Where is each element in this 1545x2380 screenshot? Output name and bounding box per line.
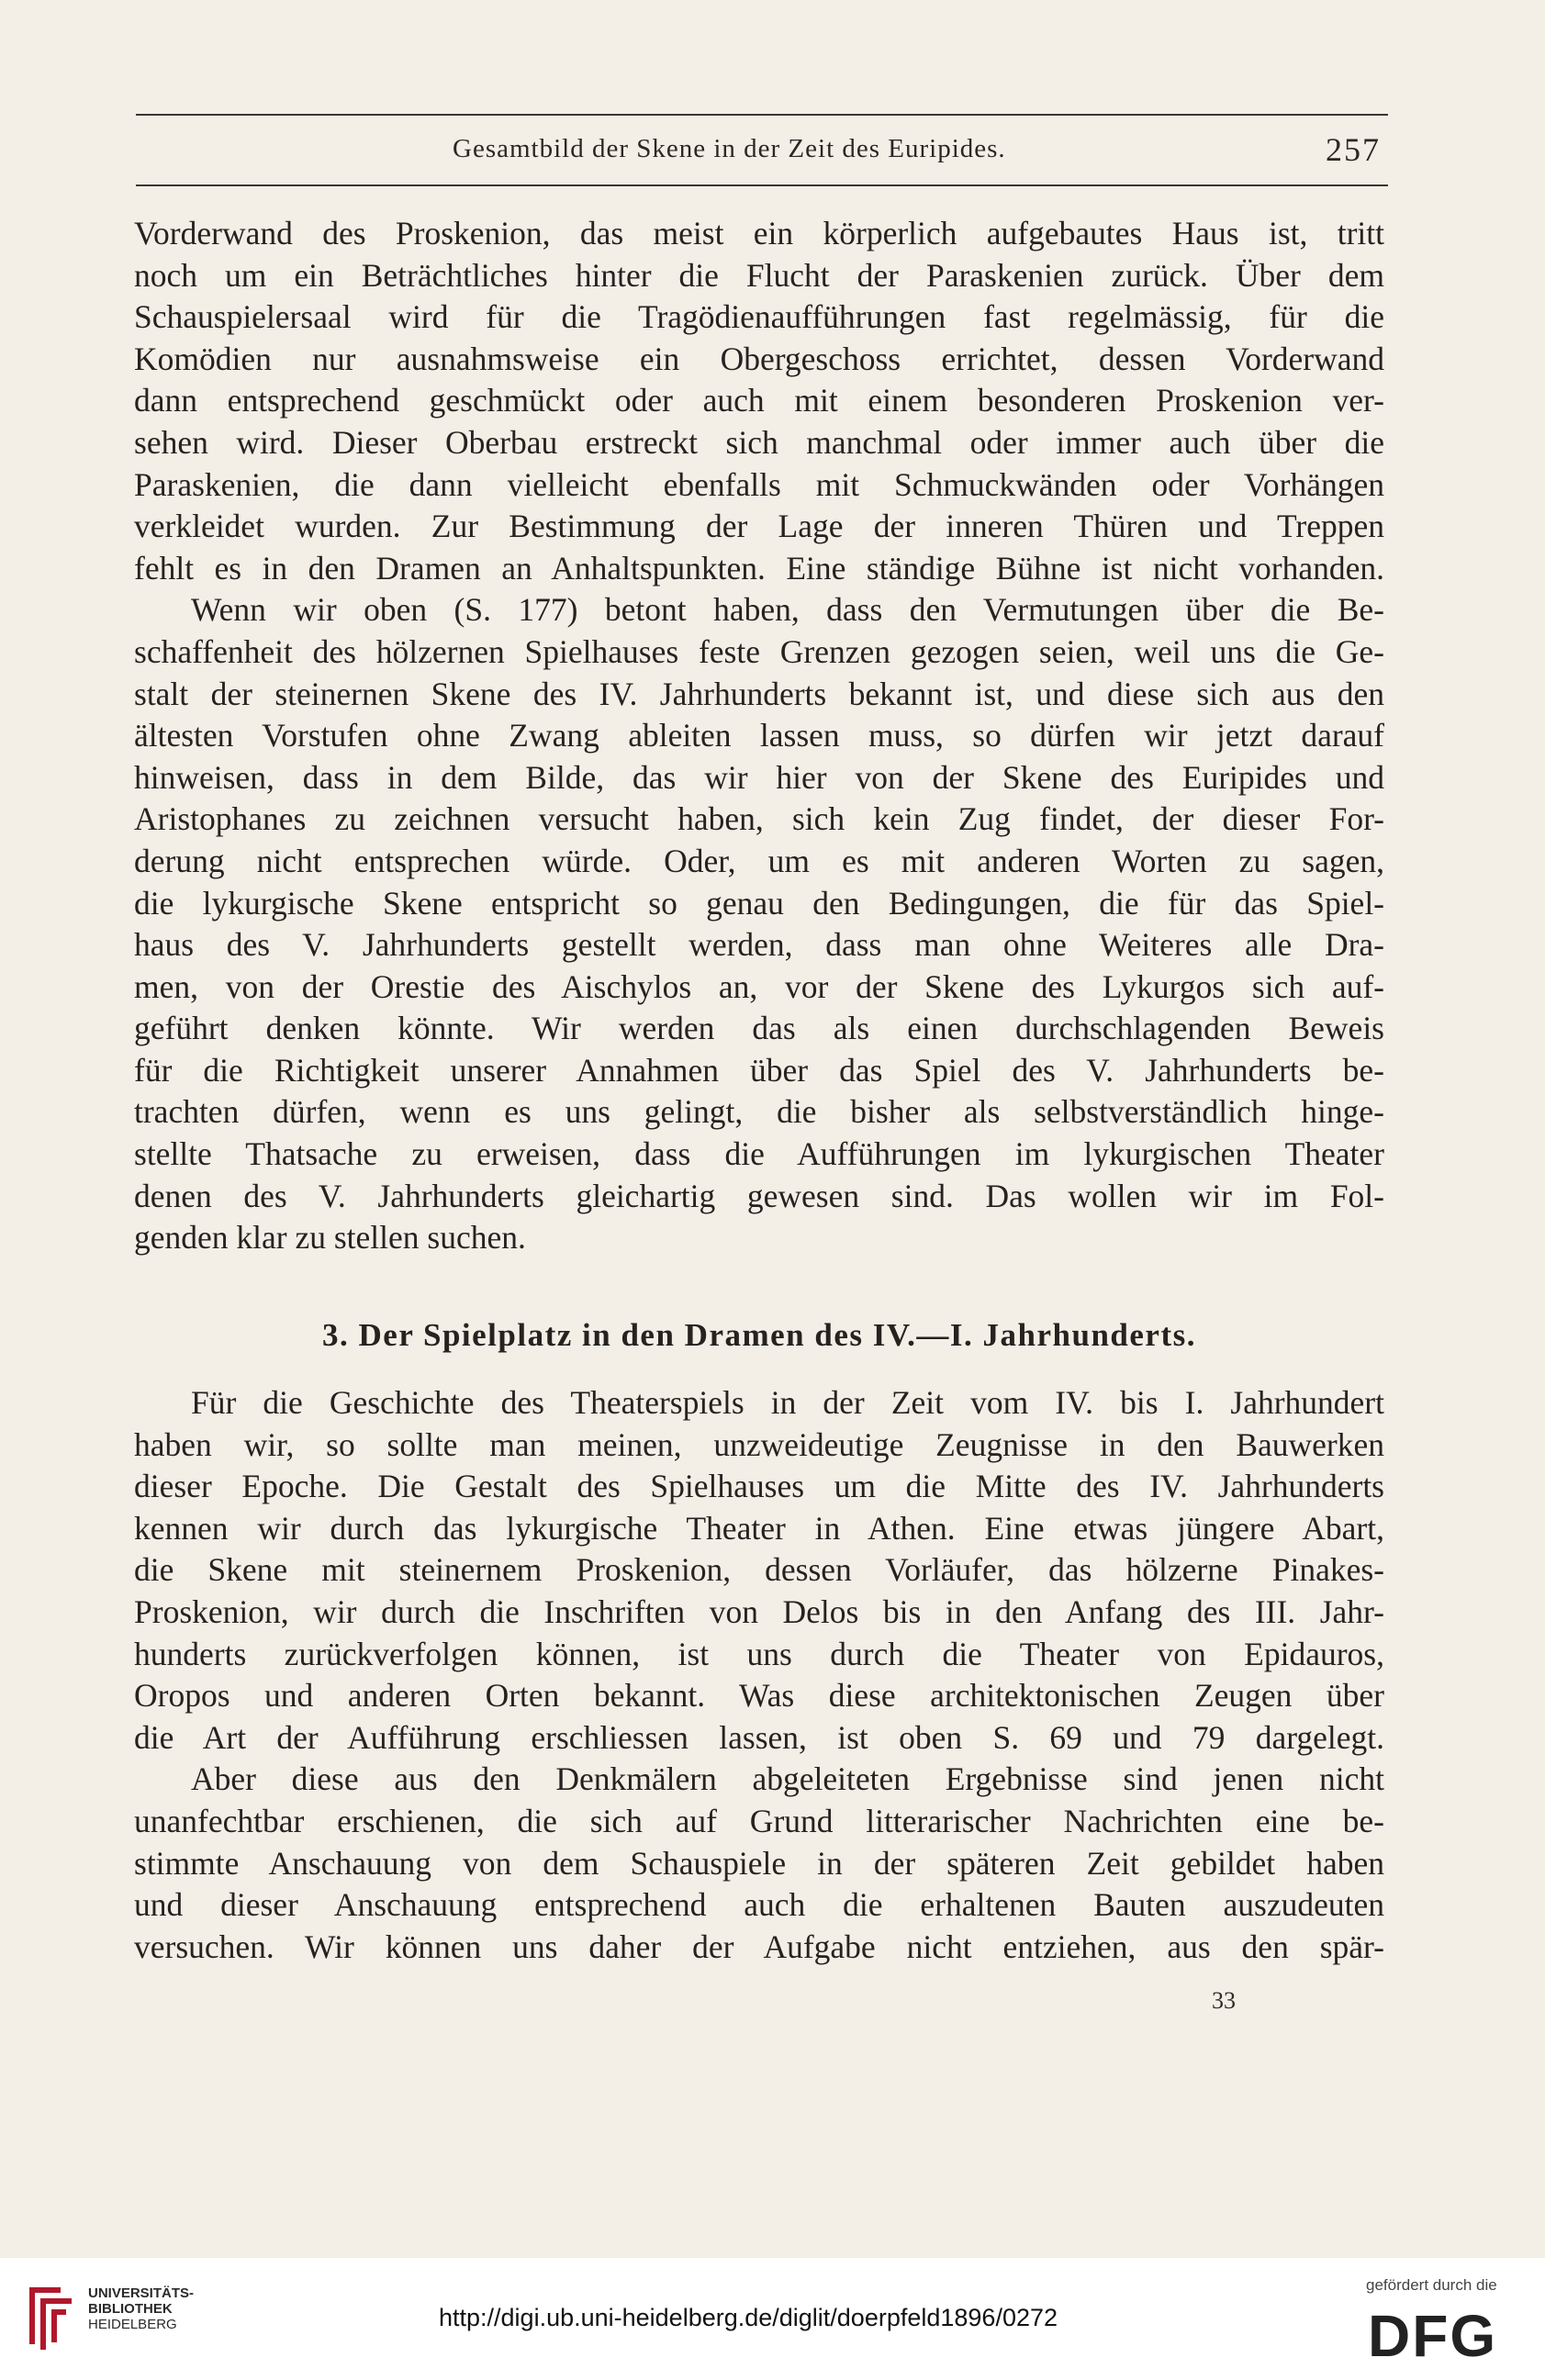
text-line: stalt der steinernen Skene des IV. Jahrhunderts bekannt ist, und diese sich aus den [134, 675, 1384, 712]
text-line: geführt denken könnte. Wir werden das als einen durchschlagenden Beweis [134, 1010, 1384, 1047]
text-line: Schauspielersaal wird für die Tragödienaufführungen fast regelmässig, für die [134, 298, 1384, 336]
text-line: stimmte Anschauung von dem Schauspiele in der späteren Zeit gebildet haben [134, 1844, 1384, 1882]
text-line: fehlt es in den Dramen an Anhaltspunkten. Eine ständige Bühne ist nicht vorhanden. [134, 549, 1384, 587]
text-line: stellte Thatsache zu erweisen, dass die Aufführungen im lykurgischen Theater [134, 1135, 1384, 1173]
header-rule-top [136, 114, 1388, 116]
paragraph-1 [134, 213, 1384, 589]
text-line: Paraskenien, die dann vielleicht ebenfalls mit Schmuckwänden oder Vorhängen [134, 465, 1384, 503]
text-line: Oropos und anderen Orten bekannt. Was diese architektonischen Zeugen über [134, 1677, 1384, 1715]
text-line: hunderts zurückverfolgen können, ist uns durch die Theater von Epidauros, [134, 1635, 1384, 1672]
library-name-line: BIBLIOTHEK [88, 2301, 173, 2317]
text-line: denen des V. Jahrhunderts gleichartig gewesen sind. Das wollen wir im Fol- [134, 1177, 1384, 1214]
body-text-lower [134, 1382, 1384, 1968]
paragraph-3 [134, 1382, 1384, 1759]
text-line: hinweisen, dass in dem Bilde, das wir hier von der Skene des Euripides und [134, 758, 1384, 796]
text-line: für die Richtigkeit unserer Annahmen über das Spiel des V. Jahrhunderts be- [134, 1051, 1384, 1089]
text-line: unanfechtbar erschienen, die sich auf Grund litterarischer Nachrichten eine be- [134, 1802, 1384, 1839]
text-line: trachten dürfen, wenn es uns gelingt, die bisher als selbstverständlich hinge- [134, 1093, 1384, 1131]
text-line: verkleidet wurden. Zur Bestimmung der Lage der inneren Thüren und Treppen [134, 508, 1384, 545]
page-number: 257 [1326, 131, 1381, 168]
text-line: Vorderwand des Proskenion, das meist ein körperlich aufgebautes Haus ist, tritt [134, 215, 1384, 251]
text-line: versuchen. Wir können uns daher der Aufgabe nicht entziehen, aus den spär- [134, 1927, 1384, 1965]
text-line: und dieser Anschauung entsprechend auch die erhaltenen Bauten auszudeuten [134, 1886, 1384, 1924]
paragraph-4 [134, 1759, 1384, 1968]
section-heading: 3. Der Spielplatz in den Dramen des IV.—I. Jahrhunderts. [322, 1317, 1196, 1353]
text-line: dann entsprechend geschmückt oder auch mit einem besonderen Proskenion ver- [134, 382, 1384, 419]
funding-caption: gefördert durch die [1366, 2276, 1497, 2294]
text-line: haben wir, so sollte man meinen, unzweideutige Zeugnisse in den Bauwerken [134, 1425, 1384, 1463]
text-line: Wenn wir oben (S. 177) betont haben, dass den Vermutungen über die Be- [191, 591, 1384, 629]
dfg-logo: DFG [1368, 2303, 1498, 2369]
text-line: die Art der Aufführung erschliessen lassen, ist oben S. 69 und 79 dargelegt. [134, 1718, 1384, 1756]
running-header [136, 130, 1388, 173]
text-line: kennen wir durch das lykurgische Theater in Athen. Eine etwas jüngere Abart, [134, 1509, 1384, 1547]
text-line: ältesten Vorstufen ohne Zwang ableiten lassen muss, so dürfen wir jetzt darauf [134, 717, 1384, 754]
text-line: Komödien nur ausnahmsweise ein Obergeschoss errichtet, dessen Vorderwand [134, 340, 1384, 377]
text-line: Aber diese aus den Denkmälern abgeleiteten Ergebnisse sind jenen nicht [191, 1760, 1384, 1798]
text-line: dieser Epoche. Die Gestalt des Spielhauses um die Mitte des IV. Jahrhunderts [134, 1468, 1384, 1505]
text-line: sehen wird. Dieser Oberbau erstreckt sich manchmal oder immer auch über die [134, 423, 1384, 461]
footer-bar [0, 2258, 1545, 2380]
text-line: genden klar zu stellen suchen. [134, 1219, 526, 1257]
running-title: Gesamtbild der Skene in der Zeit des Euripides. [453, 134, 1006, 163]
library-name [88, 2285, 194, 2332]
paragraph-2 [134, 589, 1384, 1259]
body-text-upper [134, 213, 1384, 1259]
text-line: schaffenheit des hölzernen Spielhauses feste Grenzen gezogen seien, weil uns die Ge- [134, 632, 1384, 670]
header-rule-bottom [136, 184, 1388, 186]
text-line: men, von der Orestie des Aischylos an, vor der Skene des Lykurgos sich auf- [134, 967, 1384, 1005]
text-line: die lykurgische Skene entspricht so genau den Bedingungen, die für das Spiel- [134, 884, 1384, 922]
text-line: Proskenion, wir durch die Inschriften von Delos bis in den Anfang des III. Jahr- [134, 1592, 1384, 1630]
signature-mark: 33 [1212, 1987, 1236, 2014]
library-name-line: HEIDELBERG [88, 2317, 177, 2332]
text-line: Aristophanes zu zeichnen versucht haben, sich kein Zug findet, der dieser For- [134, 800, 1384, 838]
text-line: haus des V. Jahrhunderts gestellt werden, dass man ohne Weiteres alle Dra- [134, 926, 1384, 964]
text-line: Für die Geschichte des Theaterspiels in der Zeit vom IV. bis I. Jahrhundert [191, 1384, 1384, 1421]
permalink[interactable]: http://digi.ub.uni-heidelberg.de/diglit/doerpfeld1896/0272 [439, 2304, 1058, 2331]
text-line: die Skene mit steinernem Proskenion, dessen Vorläufer, das hölzerne Pinakes- [134, 1551, 1384, 1589]
text-line: noch um ein Beträchtliches hinter die Flucht der Paraskenien zurück. Über dem [134, 256, 1384, 294]
library-name-line: UNIVERSITÄTS- [88, 2285, 195, 2301]
library-logo-icon [20, 2278, 77, 2353]
text-line: derung nicht entsprechen würde. Oder, um es mit anderen Worten zu sagen, [134, 842, 1384, 879]
